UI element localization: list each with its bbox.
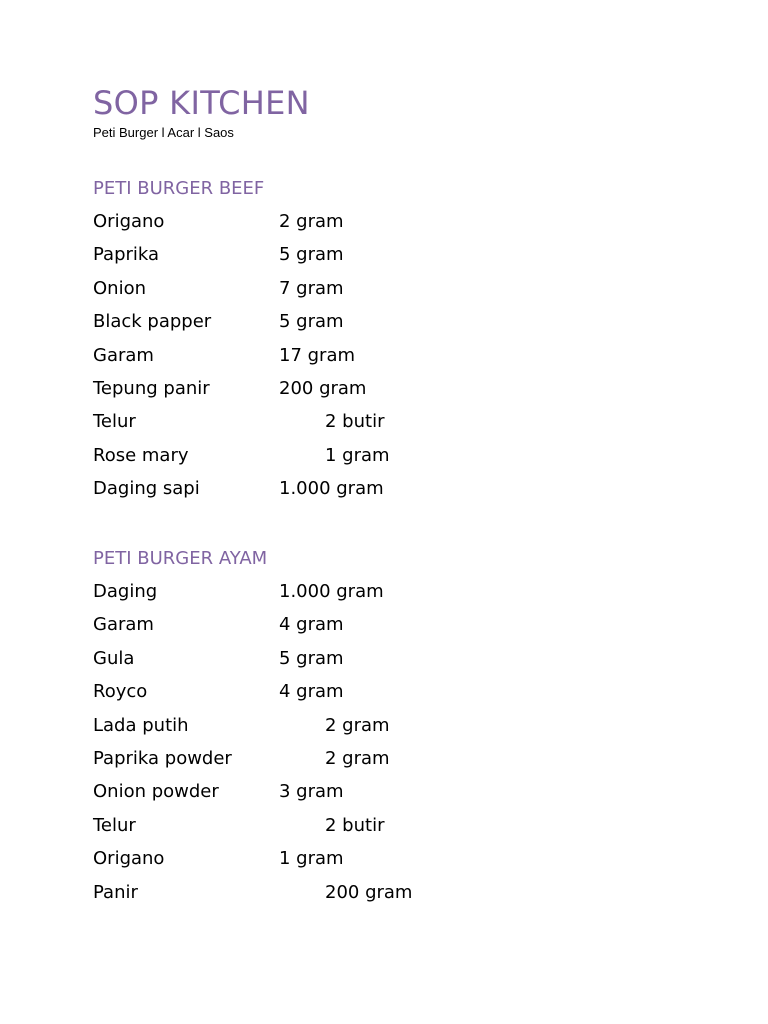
ingredient-quantity: 200 gram (325, 881, 413, 903)
ingredient-quantity: 200 gram (279, 377, 367, 399)
ingredient-list (93, 209, 693, 510)
document-subtitle: Peti Burger l Acar l Saos (93, 125, 234, 140)
ingredient-name: Origano (93, 848, 165, 870)
ingredient-quantity: 4 gram (279, 614, 344, 636)
ingredient-quantity: 2 gram (325, 714, 390, 736)
ingredient-quantity: 7 gram (279, 277, 344, 299)
ingredient-row (93, 813, 693, 846)
ingredient-name: Paprika (93, 244, 160, 266)
ingredient-quantity: 2 butir (325, 411, 385, 433)
ingredient-row (93, 409, 693, 442)
section-heading: PETI BURGER BEEF (93, 178, 265, 199)
ingredient-name: Lada putih (93, 714, 189, 736)
ingredient-row (93, 276, 693, 309)
ingredient-name: Onion (93, 277, 146, 299)
ingredient-quantity: 4 gram (279, 681, 344, 703)
ingredient-name: Garam (93, 614, 154, 636)
ingredient-name: Gula (93, 647, 135, 669)
ingredient-quantity: 17 gram (279, 344, 356, 366)
ingredient-name: Daging sapi (93, 478, 200, 500)
ingredient-quantity: 2 gram (279, 211, 344, 232)
ingredient-quantity: 1.000 gram (279, 581, 384, 602)
ingredient-list (93, 579, 693, 913)
ingredient-quantity: 2 gram (325, 747, 390, 769)
ingredient-row (93, 476, 693, 509)
ingredient-quantity: 5 gram (279, 647, 344, 669)
ingredient-name: Rose mary (93, 444, 189, 466)
ingredient-row (93, 846, 693, 879)
ingredient-quantity: 5 gram (279, 244, 344, 266)
ingredient-quantity: 1 gram (279, 848, 344, 870)
section-heading: PETI BURGER AYAM (93, 548, 268, 569)
ingredient-name: Telur (93, 411, 136, 433)
ingredient-row (93, 679, 693, 712)
ingredient-row (93, 443, 693, 476)
section-peti-burger-beef (93, 176, 693, 510)
ingredient-row (93, 713, 693, 746)
ingredient-row (93, 343, 693, 376)
ingredient-row (93, 646, 693, 679)
ingredient-name: Garam (93, 344, 154, 366)
ingredient-quantity: 3 gram (279, 781, 344, 803)
ingredient-row (93, 779, 693, 812)
document-title: SOP KITCHEN (93, 84, 310, 122)
ingredient-quantity: 2 butir (325, 814, 385, 836)
ingredient-name: Telur (93, 814, 136, 836)
section-peti-burger-ayam (93, 546, 693, 913)
ingredient-quantity: 1.000 gram (279, 478, 384, 500)
ingredient-row (93, 309, 693, 342)
ingredient-name: Tepung panir (93, 377, 210, 399)
ingredient-quantity: 1 gram (325, 444, 390, 466)
ingredient-name: Onion powder (93, 781, 219, 803)
ingredient-name: Origano (93, 211, 165, 232)
ingredient-name: Black papper (93, 311, 212, 333)
ingredient-row (93, 880, 693, 913)
ingredient-row (93, 242, 693, 275)
ingredient-name: Daging (93, 581, 158, 602)
ingredient-row (93, 746, 693, 779)
ingredient-quantity: 5 gram (279, 311, 344, 333)
ingredient-name: Royco (93, 681, 148, 703)
ingredient-row (93, 209, 693, 242)
ingredient-row (93, 376, 693, 409)
ingredient-name: Panir (93, 881, 138, 903)
ingredient-row (93, 579, 693, 612)
ingredient-name: Paprika powder (93, 747, 232, 769)
ingredient-row (93, 612, 693, 645)
